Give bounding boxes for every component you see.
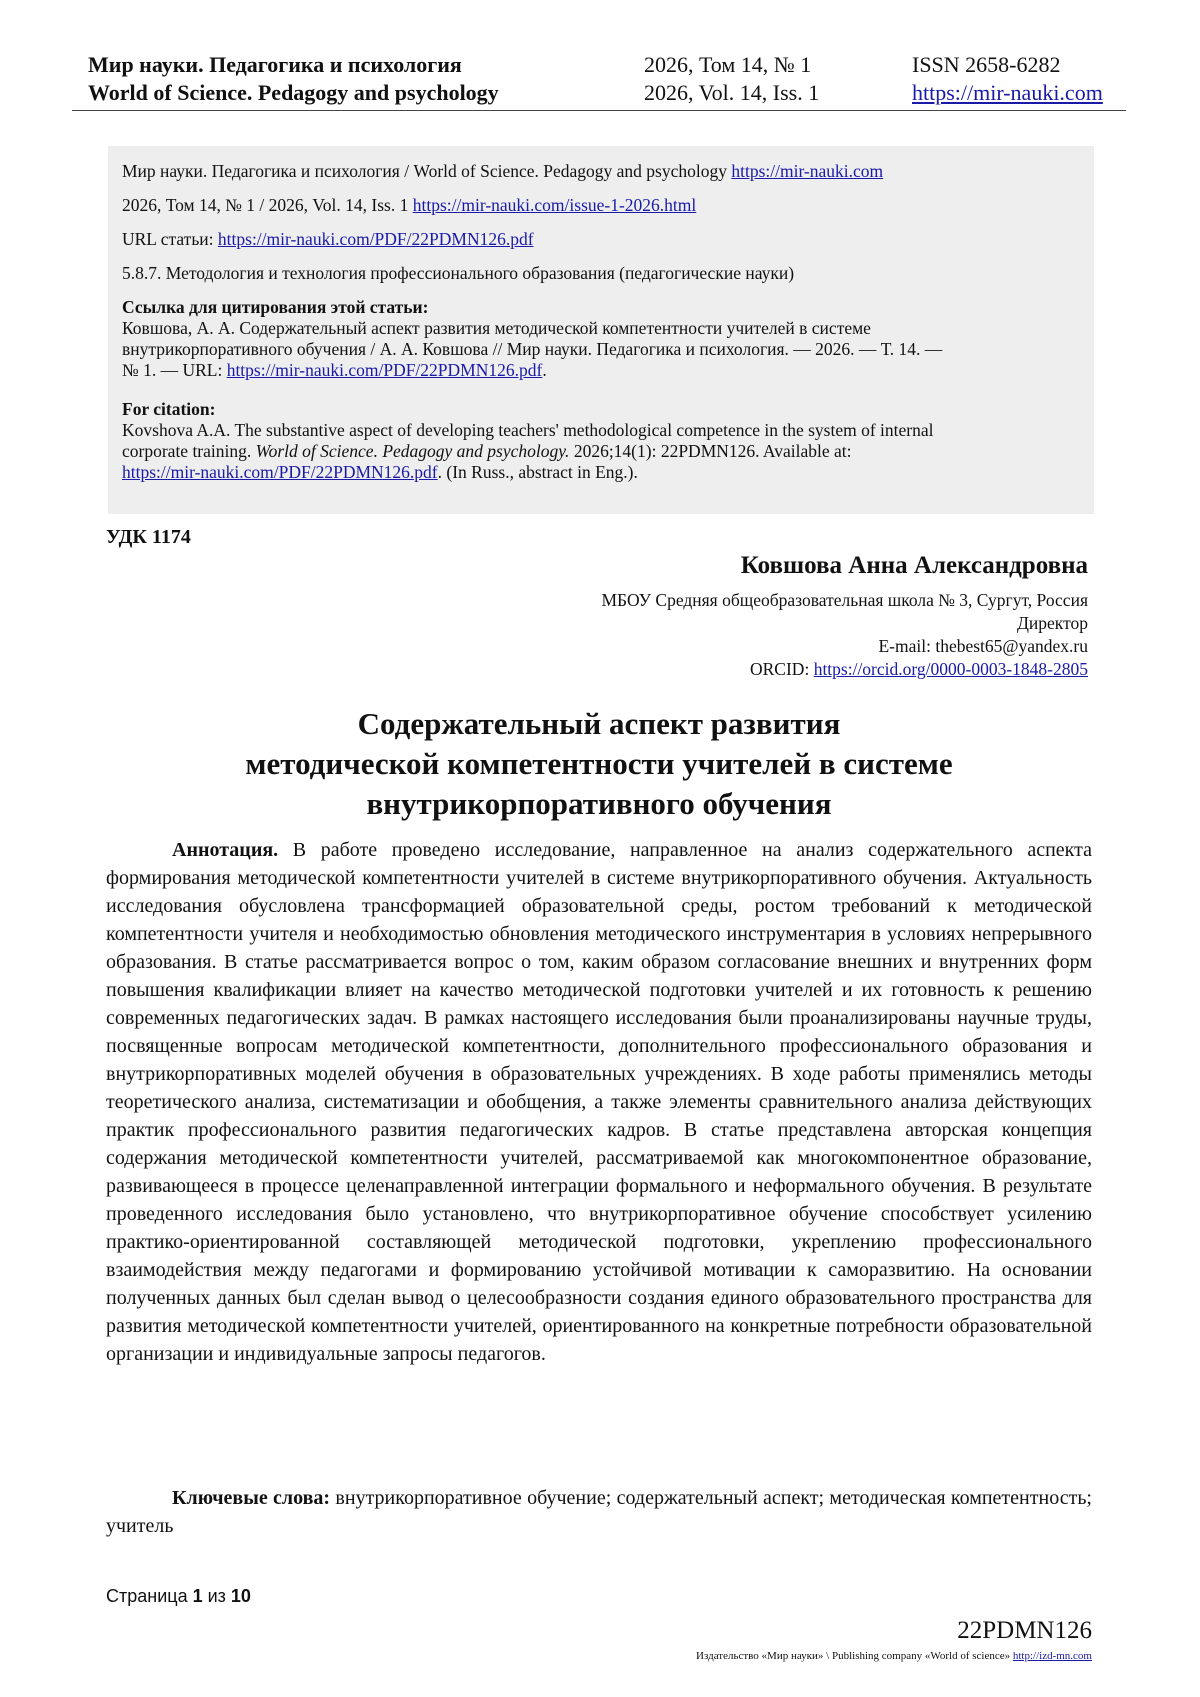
author-email: E-mail: thebest65@yandex.ru [878, 636, 1088, 656]
cite-en-line-3 [122, 461, 638, 483]
page-word: Страница [106, 1586, 193, 1606]
total-pages: 10 [230, 1586, 251, 1606]
publisher-line [696, 1650, 1092, 1662]
of-word: из [202, 1586, 231, 1606]
info-article-url-link[interactable]: https://mir-nauki.com/PDF/22PDMN126.pdf [217, 229, 534, 249]
keywords-label: Ключевые слова: [172, 1487, 331, 1509]
info-url-label: URL статьи: [122, 229, 218, 249]
publisher-link[interactable]: http://izd-mn.com [1012, 1650, 1092, 1662]
journal-site-link[interactable]: https://mir-nauki.com [912, 80, 1103, 105]
article-info-box [108, 146, 1094, 514]
abstract-label: Аннотация. [172, 839, 279, 861]
journal-title-ru: Мир науки. Педагогика и психология [88, 52, 462, 77]
udk-code: УДК 1174 [106, 526, 191, 548]
publisher-text: Издательство «Мир науки» \ Publishing company «World of science» [696, 1650, 1013, 1662]
keywords [106, 1484, 1092, 1540]
issue-ru: 2026, Том 14, № 1 [644, 52, 812, 77]
orcid-label: ORCID: [750, 659, 814, 679]
article-title [106, 704, 1092, 824]
cite-ru-end: . [542, 360, 547, 380]
info-issue-link[interactable]: https://mir-nauki.com/issue-1-2026.html [412, 195, 697, 215]
title-line-3: внутрикорпоративного обучения [366, 786, 832, 821]
cite-ru-line-2: внутрикорпоративного обучения / А. А. Ковшова // Мир науки. Педагогика и психология. — 2026. — Т. 14. — [122, 339, 943, 359]
author-orcid [750, 659, 1088, 680]
info-url-line [122, 228, 534, 250]
page-number [106, 1586, 251, 1607]
orcid-link[interactable]: https://orcid.org/0000-0003-1848-2805 [813, 659, 1088, 679]
cite-en-text-a: corporate training. [122, 441, 256, 461]
cite-ru-link[interactable]: https://mir-nauki.com/PDF/22PDMN126.pdf [226, 360, 543, 380]
cite-ru-heading: Ссылка для цитирования этой статьи: [122, 297, 429, 317]
title-line-1: Содержательный аспект развития [357, 706, 841, 741]
info-journal-link[interactable]: https://mir-nauki.com [731, 161, 884, 181]
article-code: 22PDMN126 [957, 1617, 1092, 1644]
info-issue-line [122, 194, 696, 216]
issue-en: 2026, Vol. 14, Iss. 1 [644, 80, 820, 105]
header-divider [72, 110, 1126, 111]
author-position: Директор [1016, 613, 1088, 633]
info-specialty: 5.8.7. Методология и технология профессионального образования (педагогические науки) [122, 263, 795, 283]
keywords-text: внутрикорпоративное обучение; содержательный аспект; методическая компетентность; учитель [106, 1487, 1092, 1537]
journal-title-en: World of Science. Pedagogy and psychology [88, 80, 499, 105]
title-line-2: методической компетентности учителей в системе [245, 746, 953, 781]
cite-en-journal-italic: World of Science. Pedagogy and psychology. [255, 441, 570, 461]
cite-ru-url-label: № 1. — URL: [122, 360, 227, 380]
current-page: 1 [192, 1586, 203, 1606]
abstract-text: В работе проведено исследование, направленное на анализ содержательного аспекта формирования методической компетентности учителей в системе внутрикорпоративного обучения. Актуальность исследования обусловлена трансформацией образовательной среды, ростом требований к методической компетентности учителя и необходимостью обновления методического инструментария в условиях непрерывного образования. В статье рассматривается вопрос о том, каким образом согласование внешних и внутренних форм повышения квалификации влияет на качество методической подготовки учителей и их готовность к решению современных педагогических задач. В рамках настоящего исследования были проанализированы научные труды, посвященные вопросам методической компетентности, дополнительного профессионального образования и внутрикорпоративных моделей обучения в образовательных учреждениях. В ходе работы применялись методы теоретического анализа, систематизации и обобщения, а также элементы сравнительного анализа действующих практик профессионального развития педагогических кадров. В статье представлена авторская концепция содержания методической компетентности учителей, рассматриваемой как многокомпонентное образование, развивающееся в процессе целенаправленной интеграции формального и неформального обучения. В результате проведенного исследования было установлено, что внутрикорпоративное обучение способствует усилению практико-ориентированной составляющей методической подготовки, укреплению профессионального взаимодействия между педагогами и формированию устойчивой мотивации к саморазвитию. На основании полученных данных был сделан вывод о целесообразности создания единого образовательного пространства для развития методической компетентности учителей, ориентированного на конкретные потребности образовательной организации и индивидуальные запросы педагогов. [106, 839, 1092, 1365]
author-name: Ковшова Анна Александровна [740, 552, 1088, 579]
cite-en-line-2 [122, 440, 852, 462]
info-journal-text: Мир науки. Педагогика и психология / World of Science. Pedagogy and psychology [122, 161, 732, 181]
cite-ru-line-1: Ковшова, А. А. Содержательный аспект развития методической компетентности учителей в системе [122, 318, 871, 338]
cite-en-link[interactable]: https://mir-nauki.com/PDF/22PDMN126.pdf [122, 462, 438, 482]
cite-en-heading: For citation: [122, 399, 216, 419]
author-organization: МБОУ Средняя общеобразовательная школа № 3, Сургут, Россия [601, 590, 1088, 610]
cite-en-line-1: Kovshova A.A. The substantive aspect of developing teachers' methodological competence in the system of internal [122, 420, 934, 440]
info-journal-line [122, 160, 883, 182]
info-issue-text: 2026, Том 14, № 1 / 2026, Vol. 14, Iss. 1 [122, 195, 413, 215]
cite-ru-line-3 [122, 359, 547, 381]
issn: ISSN 2658-6282 [912, 52, 1061, 77]
cite-en-text-b: 2026;14(1): 22PDMN126. Available at: [569, 441, 852, 461]
journal-header [72, 52, 1126, 110]
cite-en-end: . (In Russ., abstract in Eng.). [437, 462, 638, 482]
abstract [106, 836, 1092, 1368]
